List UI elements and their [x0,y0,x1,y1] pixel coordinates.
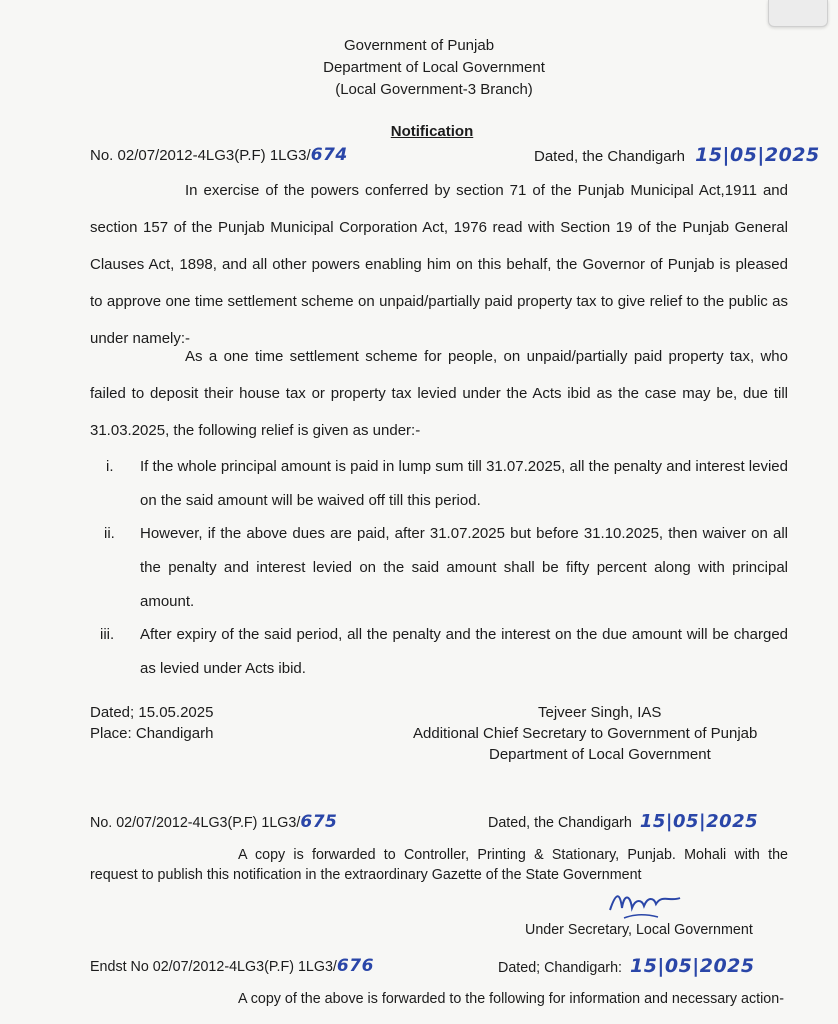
forward1-text: A copy is forwarded to Controller, Printing & Stationary, Punjab. Mohali with the request to publish this notification in the extraordinary Gazette of the State Government [90,847,788,883]
item-number: ii. [104,525,115,542]
corner-tab-icon [768,0,828,27]
header-department: Department of Local Government [323,59,545,76]
list-item: However, if the above dues are paid, after 31.07.2025 but before 31.10.2025, then waiver on all the penalty and interest levied on the said amount shall be fifty percent along with principal amount. [140,525,788,610]
list-item: After expiry of the said period, all the penalty and the interest on the due amount will be charged as levied under Acts ibid. [140,626,788,677]
signatory-department: Department of Local Government [489,746,711,763]
handwritten-date: 15|05|2025 [629,955,755,977]
item-number: i. [106,458,114,475]
forward1-ref-number: No. 02/07/2012-4LG3(P.F) 1LG3/675 [90,812,338,832]
forward2-dated: Dated; Chandigarh: 15|05|2025 [498,955,755,977]
signatory-title: Additional Chief Secretary to Government of Punjab [413,725,758,742]
handwritten-ref-number: 676 [336,956,374,976]
notice-ref-number: No. 02/07/2012-4LG3(P.F) 1LG3/674 [90,145,348,165]
signature-scribble [606,884,686,924]
notice-place-line: Place: Chandigarh [90,725,214,742]
list-item: If the whole principal amount is paid in lump sum till 31.07.2025, all the penalty and interest levied on the said amount will be waived off till this period. [140,458,788,509]
notice-paragraph-2: As a one time settlement scheme for people, on unpaid/partially paid property tax, who failed to deposit their house tax or property tax levied under the Acts ibid as the case may be, due till 31.03.2025, the following relief is given as under:- [90,348,788,439]
signatory-name: Tejveer Singh, IAS [538,704,662,721]
forward2-text: A copy of the above is forwarded to the following for information and necessary action- [238,991,784,1007]
header-government: Government of Punjab [343,37,495,54]
handwritten-date: 15|05|2025 [695,144,820,166]
notification-title: Notification [390,123,474,140]
handwritten-ref-number: 675 [300,812,338,832]
notice-date-line: Dated; 15.05.2025 [90,704,214,721]
handwritten-ref-number: 674 [310,145,348,165]
header-branch: (Local Government-3 Branch) [335,81,533,98]
forward1-signatory: Under Secretary, Local Government [525,922,753,938]
notice-paragraph-1: In exercise of the powers conferred by section 71 of the Punjab Municipal Act,1911 and section 157 of the Punjab Municipal Corporation Act, 1976 read with Section 19 of the Punjab General Clauses Act, 1898, and all other powers enabling him on this behalf, the Governor of Punjab is pleased to approve one time settlement scheme on unpaid/partially paid property tax to give relief to the public as under namely:- [90,182,788,347]
item-number: iii. [100,626,115,643]
notice-dated: Dated, the Chandigarh 15|05|2025 [534,144,820,166]
forward1-dated: Dated, the Chandigarh 15|05|2025 [488,811,759,832]
forward2-ref-number: Endst No 02/07/2012-4LG3(P.F) 1LG3/676 [90,956,374,976]
handwritten-date: 15|05|2025 [639,811,759,832]
